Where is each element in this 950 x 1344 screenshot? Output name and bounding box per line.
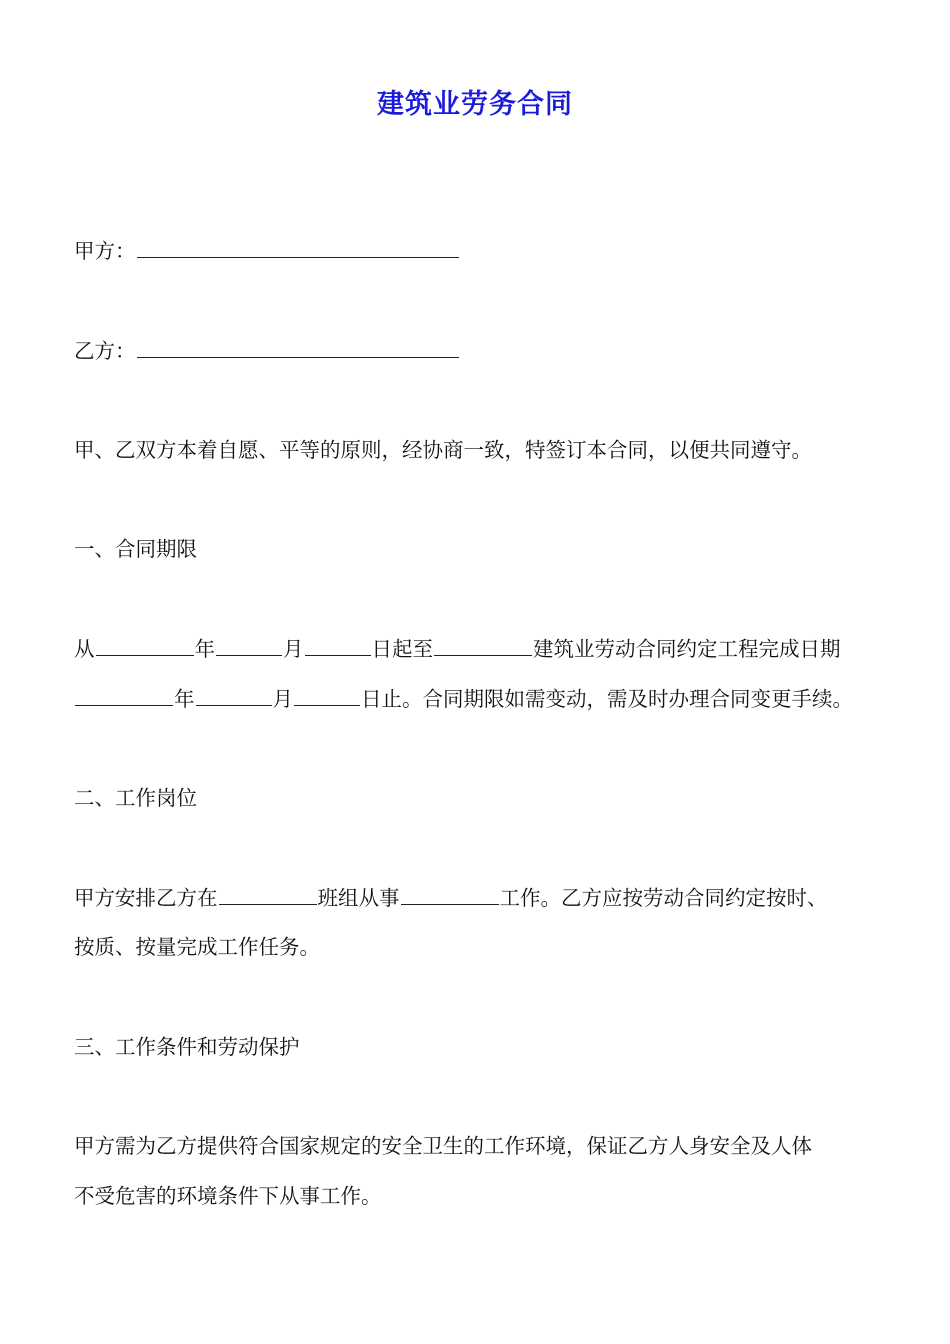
party-a-label: 甲方：	[74, 239, 136, 263]
section3-line1: 甲方需为乙方提供符合国家规定的安全卫生的工作环境，保证乙方人身安全及人体	[74, 1134, 812, 1158]
party-b-line	[74, 336, 460, 366]
text-arrange: 甲方安排乙方在	[74, 886, 218, 910]
text-day-to: 日起至	[371, 637, 433, 661]
text-year: 年	[194, 637, 215, 661]
section1-line1	[74, 634, 841, 664]
section1-line2	[74, 684, 853, 714]
text-end: 日止。合同期限如需变动，需及时办理合同变更手续。	[361, 687, 853, 711]
start-month-blank[interactable]	[216, 635, 282, 656]
team-blank[interactable]	[219, 884, 317, 905]
section3-heading: 三、工作条件和劳动保护	[74, 1035, 300, 1059]
section2-line2: 按质、按量完成工作任务。	[74, 935, 320, 959]
section3-line2: 不受危害的环境条件下从事工作。	[74, 1184, 382, 1208]
text-year: 年	[174, 687, 195, 711]
section2-heading: 二、工作岗位	[74, 786, 197, 810]
document-title: 建筑业劳务合同	[377, 89, 573, 120]
text-month: 月	[283, 637, 304, 661]
text-from: 从	[74, 637, 95, 661]
text-team: 班组从事	[317, 886, 400, 910]
end-day-blank[interactable]	[294, 685, 360, 706]
project-blank[interactable]	[434, 635, 532, 656]
party-a-blank[interactable]	[137, 237, 459, 258]
end-year-blank[interactable]	[75, 685, 173, 706]
text-month: 月	[272, 687, 293, 711]
preamble: 甲、乙双方本着自愿、平等的原则，经协商一致，特签订本合同，以便共同遵守。	[74, 438, 812, 462]
section1-heading: 一、合同期限	[74, 537, 197, 561]
start-day-blank[interactable]	[305, 635, 371, 656]
job-blank[interactable]	[401, 884, 499, 905]
end-month-blank[interactable]	[196, 685, 272, 706]
text-completion: 建筑业劳动合同约定工程完成日期	[533, 637, 841, 661]
party-a-line	[74, 236, 460, 266]
section2-line1	[74, 883, 828, 913]
text-work: 工作。乙方应按劳动合同约定按时、	[499, 886, 828, 910]
start-year-blank[interactable]	[96, 635, 194, 656]
party-b-blank[interactable]	[137, 337, 459, 358]
party-b-label: 乙方：	[74, 339, 136, 363]
